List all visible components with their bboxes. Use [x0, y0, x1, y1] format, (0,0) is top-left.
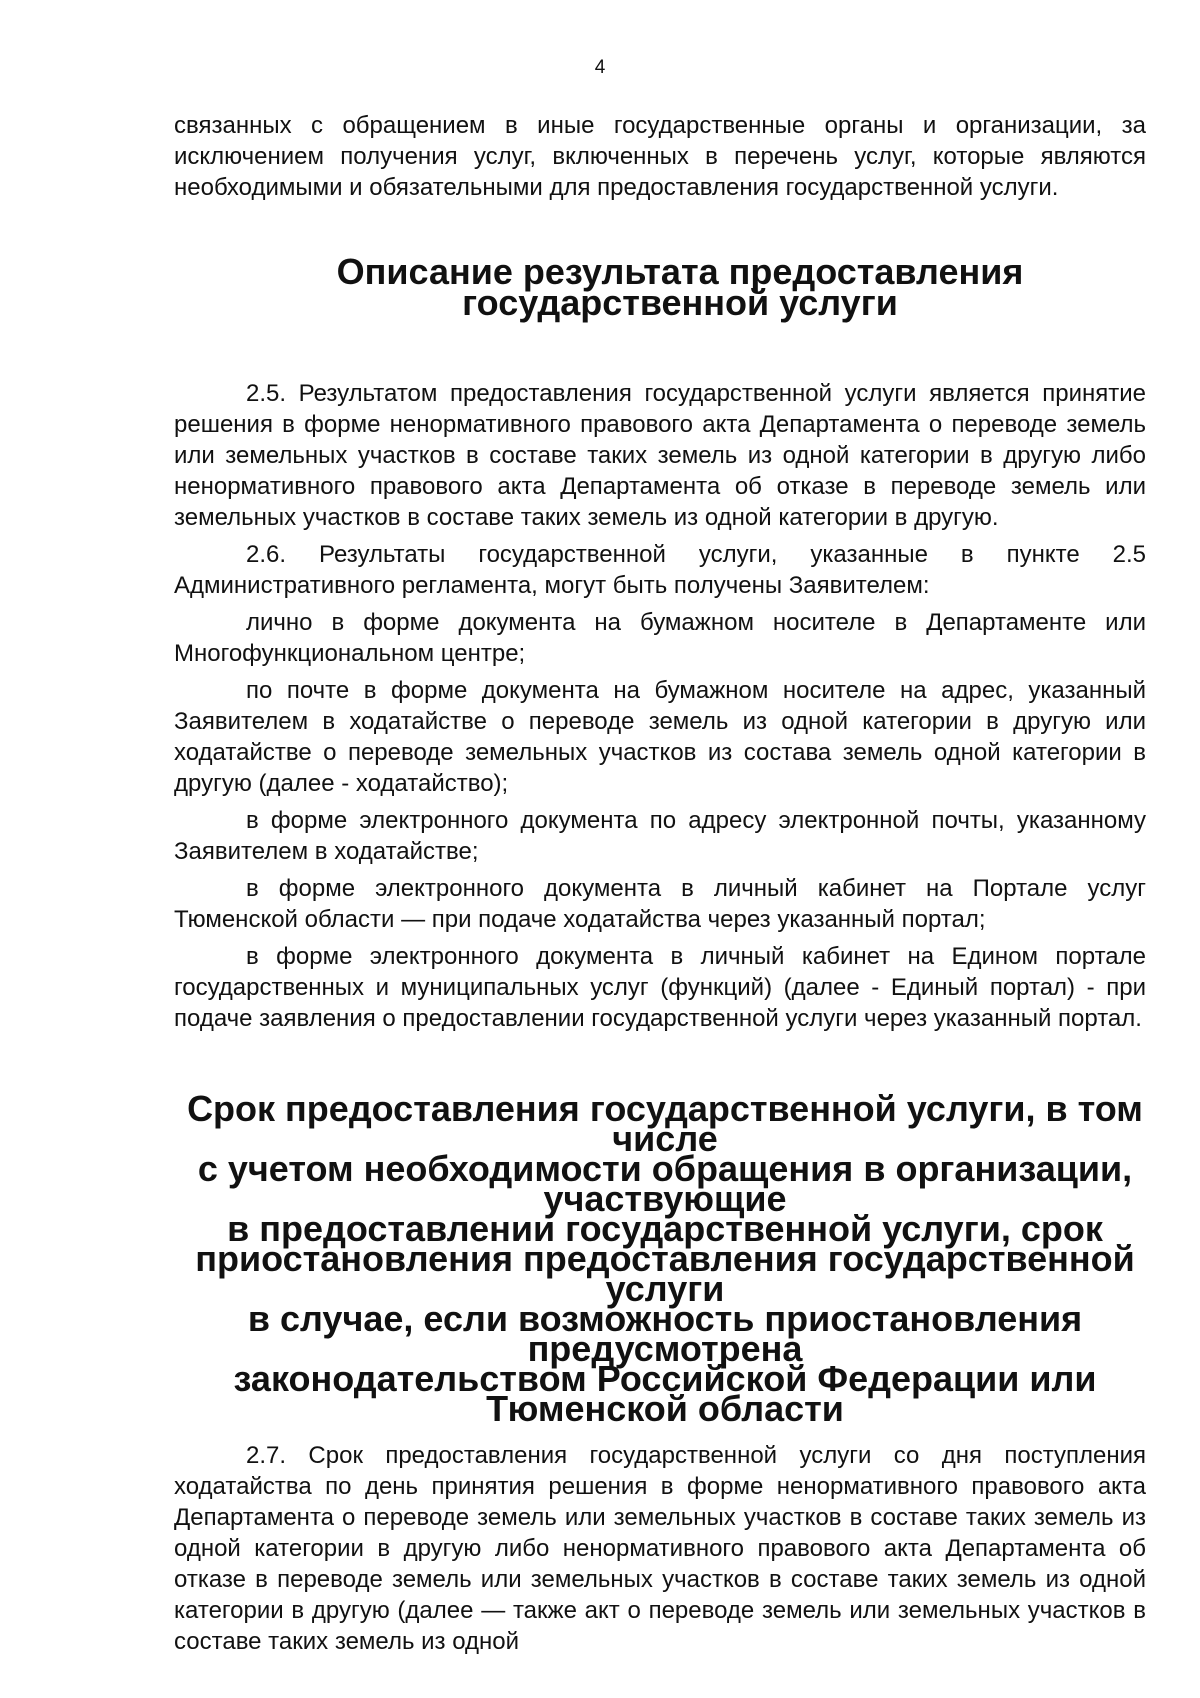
heading-line: в предоставлении государственной услуги, срок [227, 1208, 1103, 1249]
paragraph-2-7: 2.7. Срок предоставления государственной услуги со дня поступления ходатайства по день принятия решения в форме ненормативного правового акта Департамента о переводе земель или земельных участков в составе таких земель из одной категории в другую либо ненормативного правового акта Департамента об отказе в переводе земель или земельных участков в составе таких земель из одной категории в другую (далее — также акт о переводе земель или земельных участков в составе таких земель из одной [174, 1442, 1146, 1655]
heading-line: Срок предоставления государственной услуги, в том числе [187, 1088, 1143, 1159]
heading-line: с учетом необходимости обращения в организации, участвующие [197, 1148, 1133, 1219]
heading-line: в случае, если возможность приостановления предусмотрена [247, 1298, 1083, 1369]
paragraph-2-5: 2.5. Результатом предоставления государственной услуги является принятие решения в форме ненормативного правового акта Департамента о переводе земель или земельных участков в составе таких земель из одной категории в другую либо ненормативного правового акта Департамента об отказе в переводе земель или земельных участков в составе таких земель из одной категории в другую. [174, 380, 1146, 531]
list-item: лично в форме документа на бумажном носителе в Департаменте или Многофункциональном центре; [174, 609, 1146, 667]
list-item: по почте в форме документа на бумажном носителе на адрес, указанный Заявителем в ходатайстве о переводе земель из одной категории в другую или ходатайстве о переводе земельных участков из состава земель одной категории в другую (далее - ходатайство); [174, 677, 1146, 797]
list-item: в форме электронного документа в личный кабинет на Портале услуг Тюменской области — при подаче ходатайства через указанный портал; [174, 875, 1146, 933]
list-item: в форме электронного документа в личный кабинет на Едином портале государственных и муниципальных услуг (функций) (далее - Единый портал) - при подаче заявления о предоставлении государственной услуги через указанный портал. [174, 943, 1146, 1032]
heading-line: приостановления предоставления государственной услуги [195, 1238, 1135, 1309]
heading-line: законодательством Российской Федерации или Тюменской области [233, 1358, 1097, 1429]
paragraph-2-6: 2.6. Результаты государственной услуги, указанные в пункте 2.5 Административного регламента, могут быть получены Заявителем: [174, 541, 1146, 599]
section-heading-result: Описание результата предоставления государственной услуги [336, 251, 1024, 323]
page-number: 4 [594, 57, 606, 78]
section-heading-term [174, 1088, 1146, 1429]
paragraph-continuation: связанных с обращением в иные государственные органы и организации, за исключением получения услуг, включенных в перечень услуг, которые являются необходимыми и обязательными для предоставления государственной услуги. [174, 112, 1146, 201]
document-body [174, 110, 1146, 1657]
list-item: в форме электронного документа по адресу электронной почты, указанному Заявителем в ходатайстве; [174, 807, 1146, 865]
